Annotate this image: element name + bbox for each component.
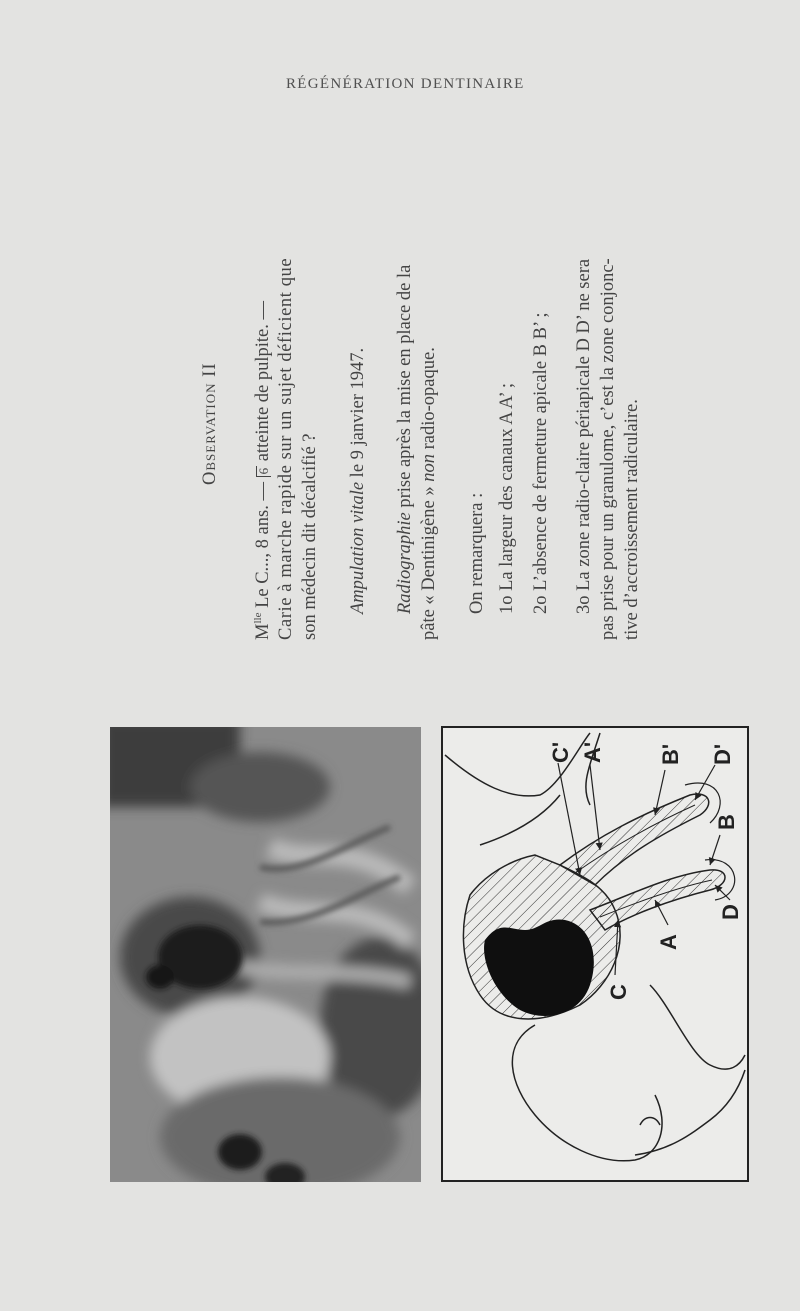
observation-line-3: son médecin dit décalcifié ? <box>300 433 320 640</box>
remark-3-line-3: tive d’accroissement radiculaire. <box>622 399 642 640</box>
label-a: A <box>656 934 681 950</box>
remarks-intro: On remarquera : <box>467 492 487 614</box>
radiograph-image <box>110 727 421 1182</box>
remark-1: 1o La largeur des canaux A A’ ; <box>497 382 517 614</box>
observation-line-2: Carie à marche rapide sur un sujet déficient que <box>276 257 296 640</box>
label-d: D <box>718 904 743 920</box>
remark-3-line-2: pas prise pour un granulome, c’est la zone conjonc- <box>598 258 618 640</box>
label-b-prime: B' <box>658 743 683 765</box>
observation-title: Observation II <box>200 362 220 485</box>
remark-2: 2o L’absence de fermeture apicale B B’ ; <box>531 312 551 614</box>
label-d-prime: D' <box>710 743 735 765</box>
radiography-line-2: pâte « Dentinigène » non radio-opaque. <box>419 347 439 640</box>
amputation-line: Ampulation vitale le 9 janvier 1947. <box>348 347 368 614</box>
radiography-line-1: Radiographie prise après la mise en place de la <box>395 264 415 614</box>
label-b: B <box>714 814 739 830</box>
label-a-prime: A' <box>580 741 605 763</box>
label-c-prime: C' <box>548 741 573 763</box>
tooth-notation: 6 <box>256 466 271 478</box>
remark-3-line-1: 3o La zone radio-claire périapicale D D’ ne sera <box>574 258 594 614</box>
schematic-diagram <box>440 725 750 1183</box>
observation-line-1: $M^{lle}$ Le C..., 8 ans. — 6 atteinte de pulpite. — <box>252 300 274 640</box>
label-c: C <box>606 984 631 1000</box>
running-title: RÉGÉNÉRATION DENTINAIRE <box>286 76 525 92</box>
